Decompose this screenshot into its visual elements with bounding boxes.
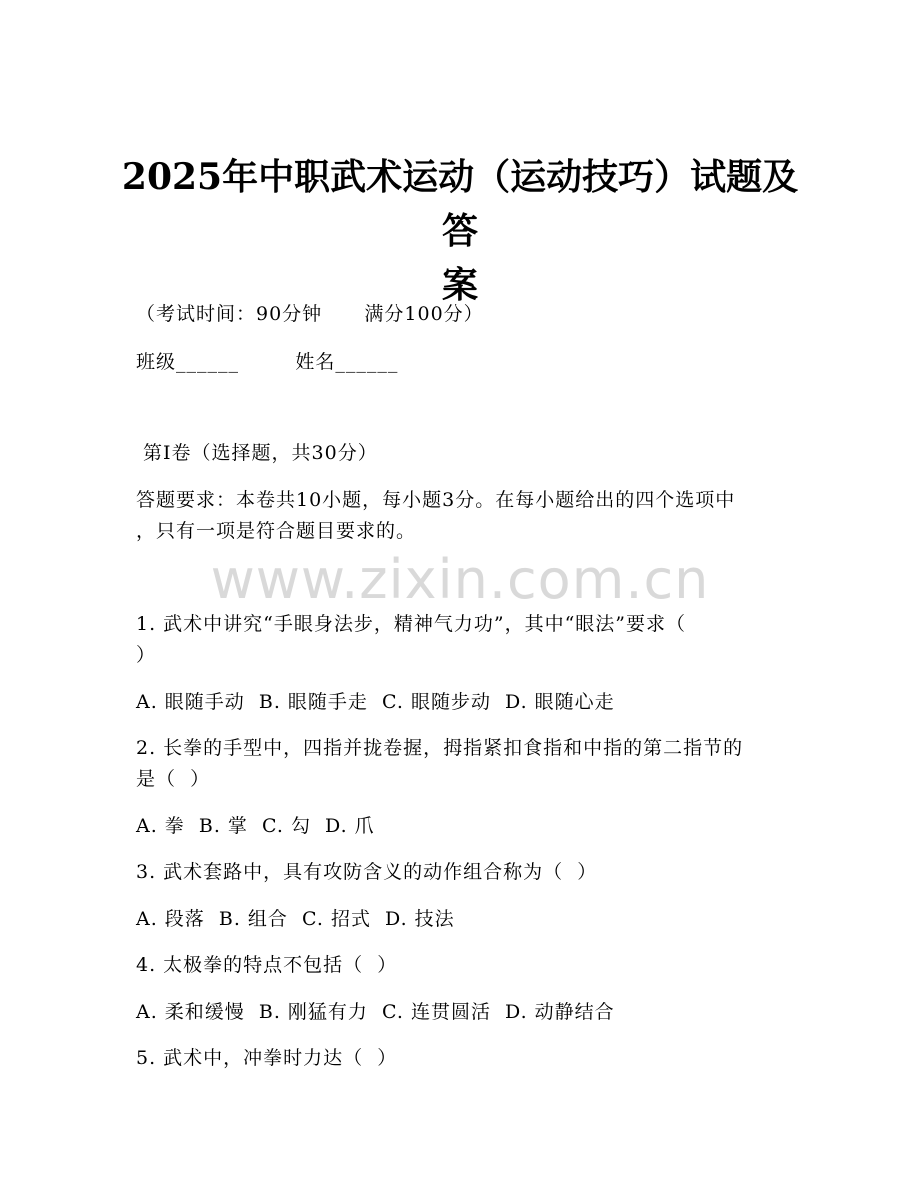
watermark: www.zixin.com.cn [210, 548, 710, 611]
question-4-stem: 4. 太极拳的特点不包括（ ） [136, 954, 398, 976]
title-line-1: 2025年中职武术运动（运动技巧）试题及答 [121, 156, 799, 252]
title-line-2: 案 [441, 264, 478, 306]
class-name-line: 班级______ 姓名______ [136, 351, 399, 373]
section-title: 第I卷（选择题，共30分） [136, 442, 378, 464]
instructions-line-2: ，只有一项是符合题目要求的。 [136, 520, 417, 542]
question-2-options: A. 拳 B. 掌 C. 勾 D. 爪 [136, 815, 375, 837]
document-title [120, 150, 800, 312]
question-1-stem-cont: ） [136, 644, 157, 666]
question-5-stem: 5. 武术中，冲拳时力达（ ） [136, 1047, 398, 1069]
question-2-stem: 2. 长拳的手型中，四指并拢卷握，拇指紧扣食指和中指的第二指节的 [136, 737, 744, 759]
exam-info: （考试时间：90分钟 满分100分） [136, 303, 484, 325]
instructions-line-1: 答题要求：本卷共10小题，每小题3分。在每小题给出的四个选项中 [136, 489, 736, 511]
question-2-stem-cont: 是（ ） [136, 768, 211, 790]
question-3-stem: 3. 武术套路中，具有攻防含义的动作组合称为（ ） [136, 861, 598, 883]
question-1-stem: 1. 武术中讲究“手眼身法步，精神气力功”，其中“眼法”要求（ [136, 613, 687, 635]
question-4-options: A. 柔和缓慢 B. 刚猛有力 C. 连贯圆活 D. 动静结合 [136, 1001, 615, 1023]
question-1-options: A. 眼随手动 B. 眼随手走 C. 眼随步动 D. 眼随心走 [136, 691, 615, 713]
question-3-options: A. 段落 B. 组合 C. 招式 D. 技法 [136, 908, 455, 930]
